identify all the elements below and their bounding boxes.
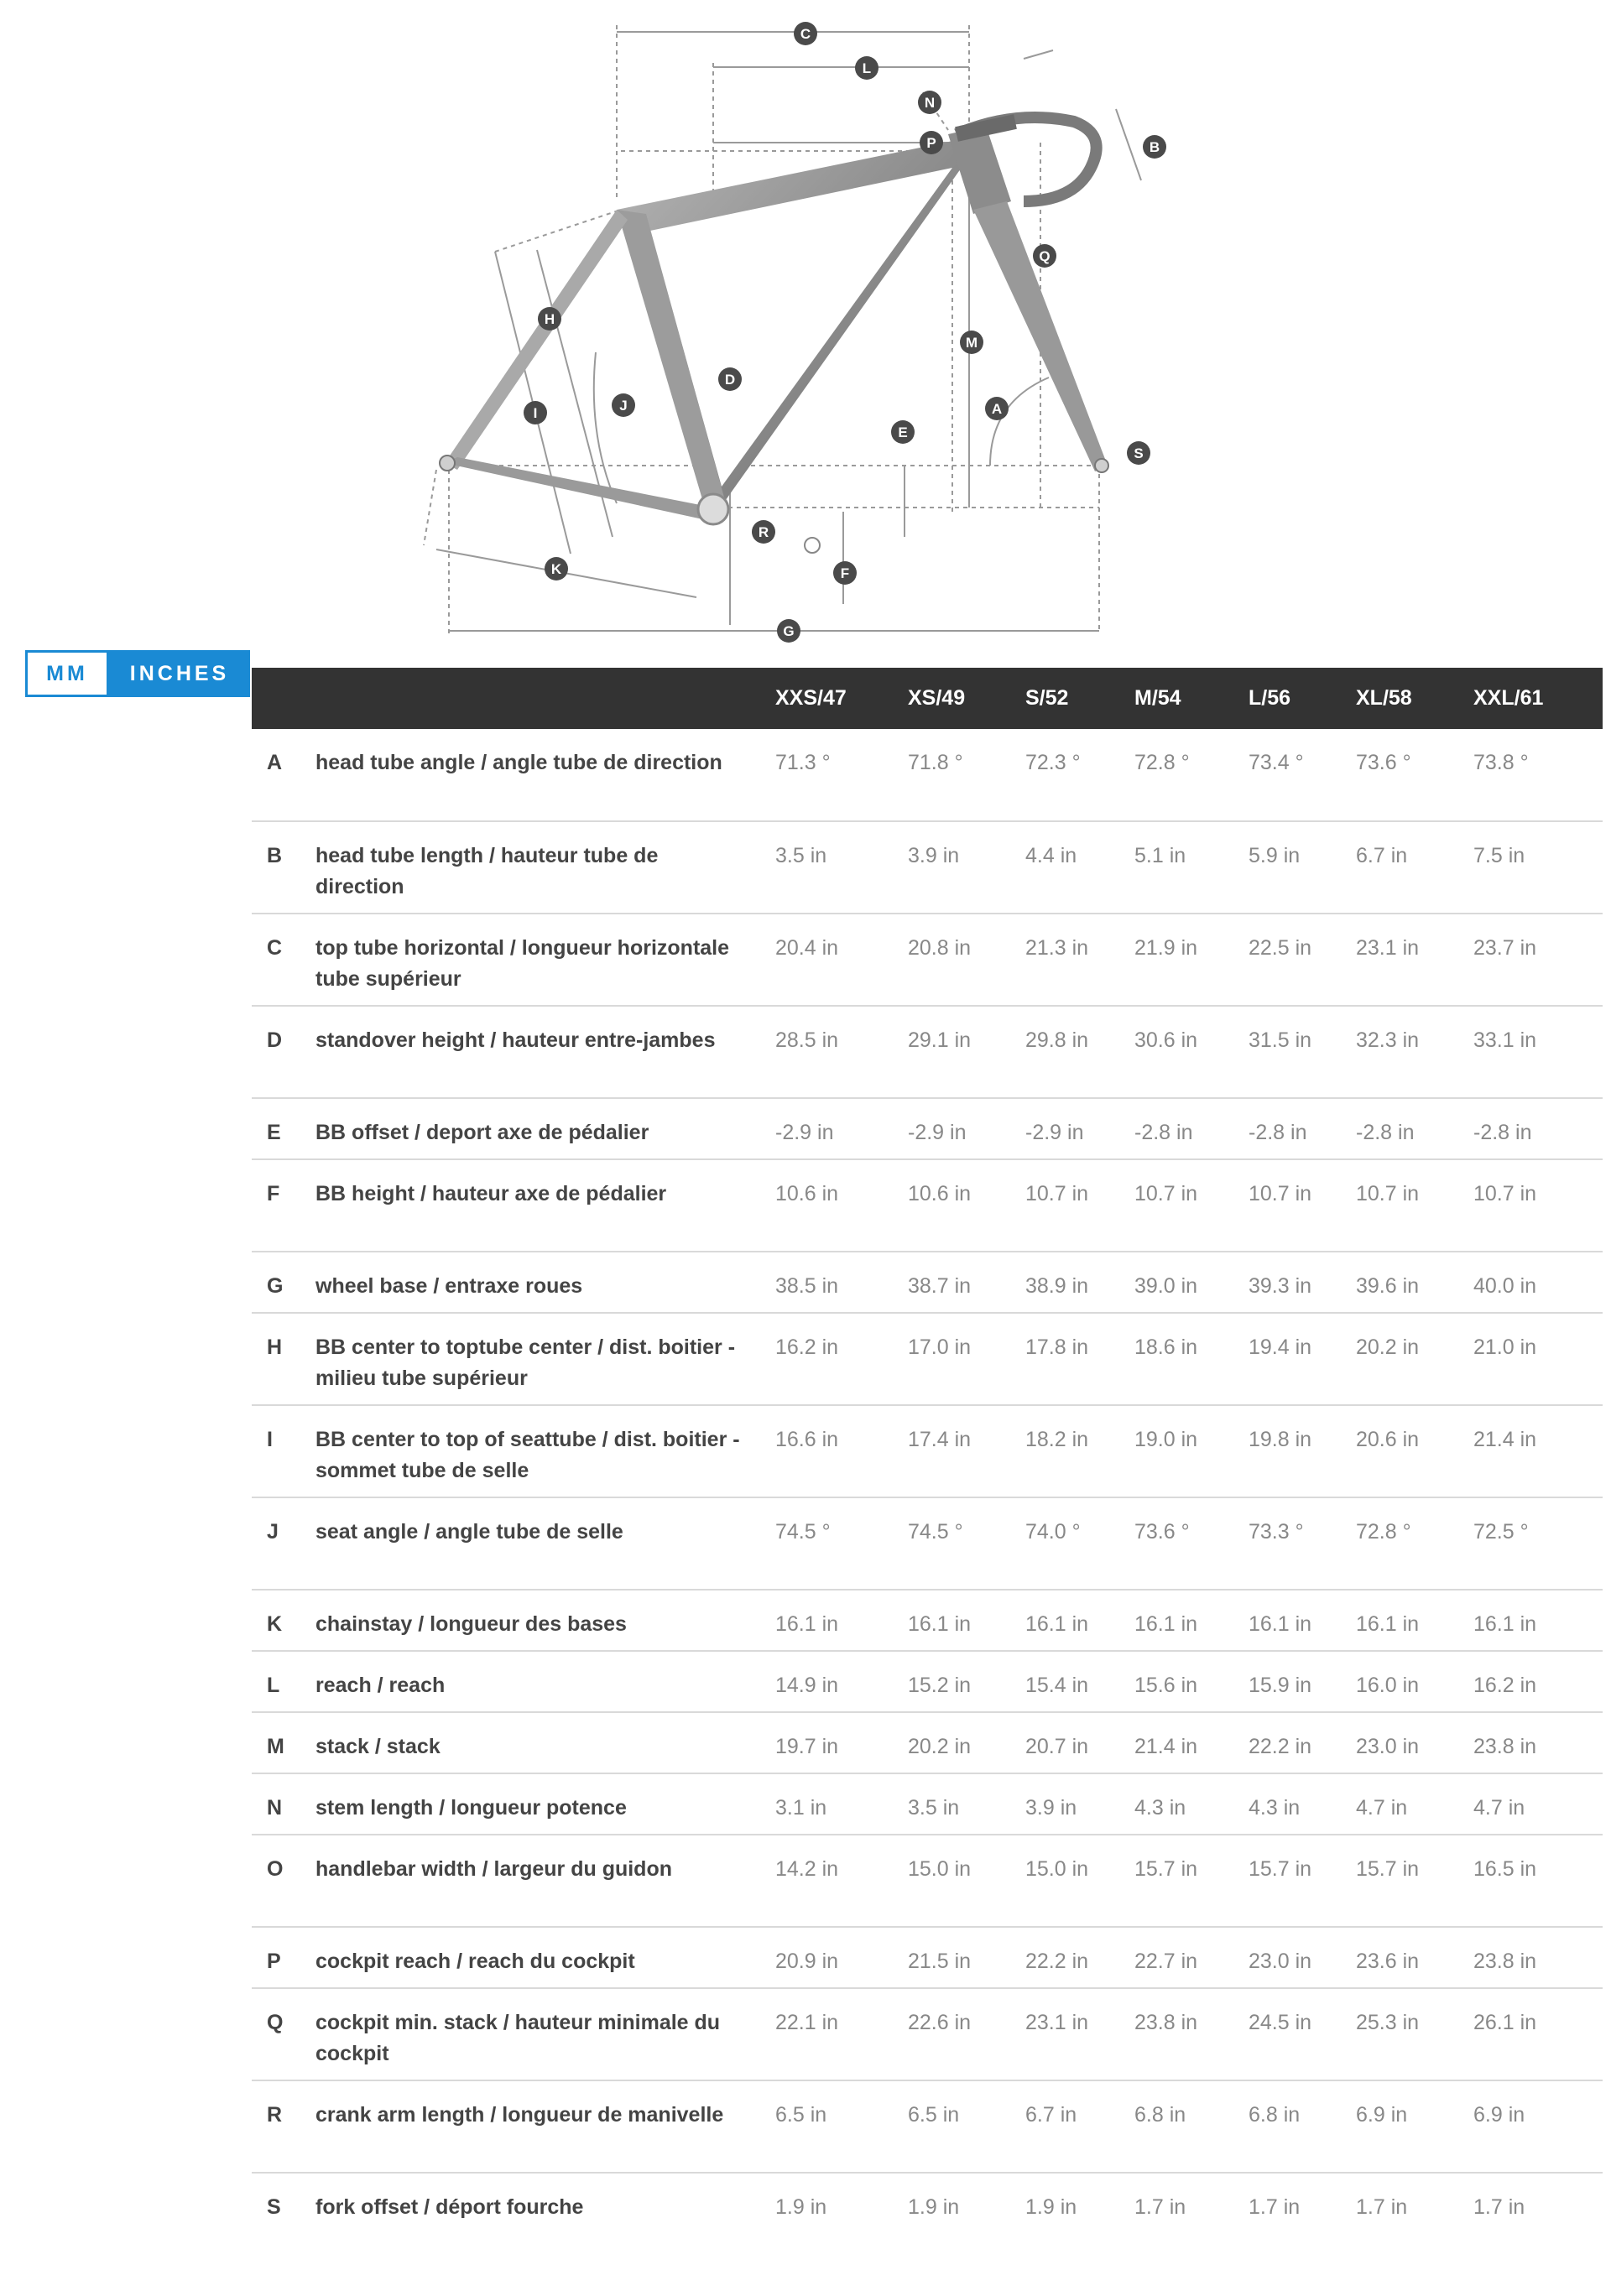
row-value: 5.9 in (1249, 844, 1301, 867)
row-value: 16.1 in (1473, 1612, 1537, 1636)
row-value: 16.1 in (1249, 1612, 1312, 1636)
row-label: cockpit reach / reach du cockpit (315, 1950, 635, 1973)
marker-label: D (724, 372, 736, 388)
row-letter: J (267, 1520, 279, 1544)
row-value: 16.1 in (1025, 1612, 1089, 1636)
row-value: 10.6 in (775, 1182, 839, 1205)
row-value: 72.5 ° (1473, 1520, 1529, 1544)
table-row (252, 1497, 1603, 1590)
row-value: 6.8 in (1134, 2103, 1186, 2127)
row-value: 40.0 in (1473, 1274, 1537, 1298)
row-letter: R (267, 2103, 283, 2127)
row-value: 3.9 in (1025, 1796, 1077, 1820)
marker-b (1143, 135, 1166, 159)
row-value: 20.2 in (1356, 1335, 1420, 1359)
row-value: 20.9 in (775, 1950, 839, 1973)
marker-label: C (800, 26, 811, 42)
row-value: 28.5 in (775, 1028, 839, 1052)
row-label: BB height / hauteur axe de pédalier (315, 1182, 667, 1205)
row-value: 18.6 in (1134, 1335, 1198, 1359)
row-value: 6.8 in (1249, 2103, 1301, 2127)
table-row (252, 821, 1603, 914)
row-value: 72.8 ° (1356, 1520, 1411, 1544)
row-value: 21.9 in (1134, 936, 1198, 960)
row-value: 38.5 in (775, 1274, 839, 1298)
row-value: 16.2 in (775, 1335, 839, 1359)
row-value: 4.4 in (1025, 844, 1077, 867)
row-value: 23.7 in (1473, 936, 1537, 960)
row-value: 15.9 in (1249, 1674, 1312, 1697)
row-label: stem length / longueur potence (315, 1796, 627, 1820)
row-value: 1.9 in (775, 2195, 827, 2219)
table-header (252, 668, 1603, 729)
row-value: 73.4 ° (1249, 751, 1304, 774)
size-header: XXL/61 (1473, 686, 1544, 710)
row-value: 72.3 ° (1025, 751, 1081, 774)
row-value: 38.7 in (908, 1274, 972, 1298)
row-value: 3.5 in (908, 1796, 960, 1820)
row-value: 3.9 in (908, 844, 960, 867)
row-value: 20.6 in (1356, 1428, 1420, 1451)
row-value: 17.8 in (1025, 1335, 1089, 1359)
unit-mm-button[interactable]: MM (25, 650, 109, 697)
row-value: 73.6 ° (1356, 751, 1411, 774)
row-value: 22.1 in (775, 2011, 839, 2034)
marker-j (612, 393, 635, 417)
table-row (252, 1405, 1603, 1497)
row-value: 1.9 in (1025, 2195, 1077, 2219)
table-row (252, 1159, 1603, 1252)
row-value: 20.7 in (1025, 1735, 1089, 1758)
row-value: -2.9 in (1025, 1121, 1084, 1144)
row-label: head tube length / hauteur tube de direction (315, 844, 659, 898)
row-value: 24.5 in (1249, 2011, 1312, 2034)
marker-n (918, 91, 941, 114)
row-label: fork offset / déport fourche (315, 2195, 584, 2219)
row-value: 23.1 in (1356, 936, 1420, 960)
marker-label: N (924, 95, 936, 111)
row-letter: K (267, 1612, 283, 1636)
row-value: 23.8 in (1473, 1950, 1537, 1973)
row-value: 23.8 in (1473, 1735, 1537, 1758)
row-label: BB center to top of seattube / dist. boitier - sommet tube de selle (315, 1428, 740, 1482)
row-value: 19.4 in (1249, 1335, 1312, 1359)
marker-label: J (619, 398, 628, 414)
row-value: 16.0 in (1356, 1674, 1420, 1697)
row-value: 21.0 in (1473, 1335, 1537, 1359)
table-row (252, 914, 1603, 1006)
size-header: XL/58 (1356, 686, 1412, 710)
row-letter: H (267, 1335, 283, 1359)
row-letter: F (267, 1182, 280, 1205)
row-value: 10.7 in (1356, 1182, 1420, 1205)
marker-i (524, 401, 547, 424)
row-letter: E (267, 1121, 281, 1144)
table-row (252, 1590, 1603, 1651)
row-label: cockpit min. stack / hauteur minimale du cockpit (315, 2011, 721, 2065)
row-label: seat angle / angle tube de selle (315, 1520, 623, 1544)
row-value: 10.6 in (908, 1182, 972, 1205)
row-value: 1.7 in (1356, 2195, 1408, 2219)
row-value: 17.4 in (908, 1428, 972, 1451)
size-header: M/54 (1134, 686, 1181, 710)
marker-label: Q (1039, 248, 1051, 264)
marker-label: M (965, 335, 978, 351)
table-row (252, 1651, 1603, 1712)
marker-d (718, 367, 742, 391)
row-value: 73.8 ° (1473, 751, 1529, 774)
row-letter: B (267, 844, 283, 867)
row-value: 26.1 in (1473, 2011, 1537, 2034)
row-value: 1.7 in (1134, 2195, 1186, 2219)
row-letter: S (267, 2195, 281, 2219)
row-value: 19.0 in (1134, 1428, 1198, 1451)
row-value: 30.6 in (1134, 1028, 1198, 1052)
row-value: 16.1 in (908, 1612, 972, 1636)
row-value: 7.5 in (1473, 844, 1525, 867)
row-value: 10.7 in (1134, 1182, 1198, 1205)
row-value: -2.8 in (1134, 1121, 1193, 1144)
row-value: 39.3 in (1249, 1274, 1312, 1298)
table-body (252, 729, 1603, 2234)
row-value: 6.9 in (1356, 2103, 1408, 2127)
row-value: 72.8 ° (1134, 751, 1190, 774)
row-label: BB center to toptube center / dist. boitier - milieu tube supérieur (315, 1335, 736, 1390)
row-value: 74.5 ° (775, 1520, 831, 1544)
marker-f (833, 561, 857, 585)
row-value: 71.3 ° (775, 751, 831, 774)
row-value: 21.5 in (908, 1950, 972, 1973)
size-header: S/52 (1025, 686, 1069, 710)
table-row (252, 1712, 1603, 1773)
row-value: 74.5 ° (908, 1520, 963, 1544)
row-letter: C (267, 936, 283, 960)
row-value: 29.8 in (1025, 1028, 1089, 1052)
row-letter: A (267, 751, 283, 774)
marker-label: L (862, 60, 872, 76)
table-row (252, 1098, 1603, 1159)
row-value: -2.9 in (775, 1121, 834, 1144)
row-value: 20.4 in (775, 936, 839, 960)
row-value: 38.9 in (1025, 1274, 1089, 1298)
row-value: 16.5 in (1473, 1857, 1537, 1881)
row-label: crank arm length / longueur de manivelle (315, 2103, 724, 2127)
table-row (252, 1773, 1603, 1835)
row-value: 23.8 in (1134, 2011, 1198, 2034)
marker-l (855, 56, 878, 80)
row-value: -2.8 in (1473, 1121, 1532, 1144)
size-header-row (252, 668, 1603, 729)
size-header: XS/49 (908, 686, 966, 710)
row-letter: Q (267, 2011, 284, 2034)
row-value: 4.3 in (1249, 1796, 1301, 1820)
marker-c (794, 22, 817, 45)
row-label: standover height / hauteur entre-jambes (315, 1028, 716, 1052)
row-value: 5.1 in (1134, 844, 1186, 867)
row-value: 22.6 in (908, 2011, 972, 2034)
row-value: 6.5 in (908, 2103, 960, 2127)
header-spacer (315, 668, 775, 729)
marker-r (752, 520, 775, 544)
row-value: 6.5 in (775, 2103, 827, 2127)
row-value: 16.2 in (1473, 1674, 1537, 1697)
row-value: 15.7 in (1249, 1857, 1312, 1881)
row-value: 39.6 in (1356, 1274, 1420, 1298)
row-value: 15.0 in (908, 1857, 972, 1881)
row-label: wheel base / entraxe roues (315, 1274, 583, 1298)
row-value: 14.2 in (775, 1857, 839, 1881)
row-value: 4.7 in (1473, 1796, 1525, 1820)
row-value: 15.7 in (1356, 1857, 1420, 1881)
row-letter: M (267, 1735, 284, 1758)
row-value: 16.1 in (775, 1612, 839, 1636)
marker-label: E (898, 424, 908, 440)
row-value: 15.4 in (1025, 1674, 1089, 1697)
marker-label: A (991, 401, 1003, 417)
row-letter: I (267, 1428, 273, 1451)
row-value: 6.7 in (1025, 2103, 1077, 2127)
row-letter: O (267, 1857, 284, 1881)
marker-p (920, 131, 943, 154)
row-label: reach / reach (315, 1674, 446, 1697)
row-value: 22.2 in (1025, 1950, 1089, 1973)
size-header: L/56 (1249, 686, 1291, 710)
header-spacer (252, 668, 315, 729)
table-row (252, 1313, 1603, 1405)
row-letter: N (267, 1796, 283, 1820)
row-value: 33.1 in (1473, 1028, 1537, 1052)
row-value: 6.7 in (1356, 844, 1408, 867)
row-value: 21.4 in (1473, 1428, 1537, 1451)
row-value: 25.3 in (1356, 2011, 1420, 2034)
table-row (252, 1006, 1603, 1098)
row-value: 4.7 in (1356, 1796, 1408, 1820)
table-row (252, 2173, 1603, 2234)
table-row (252, 1988, 1603, 2080)
row-value: -2.8 in (1249, 1121, 1307, 1144)
marker-label: K (550, 561, 562, 577)
marker-s (1127, 441, 1150, 465)
row-value: 14.9 in (775, 1674, 839, 1697)
geometry-table (252, 668, 1603, 2234)
marker-label: G (783, 623, 795, 639)
row-value: 16.1 in (1356, 1612, 1420, 1636)
frame-geometry-diagram (420, 0, 1225, 646)
marker-label: I (533, 405, 538, 421)
unit-toggle (25, 650, 250, 700)
table-row (252, 1835, 1603, 1927)
row-value: 10.7 in (1249, 1182, 1312, 1205)
row-value: 10.7 in (1025, 1182, 1089, 1205)
row-label: chainstay / longueur des bases (315, 1612, 627, 1636)
row-value: 1.9 in (908, 2195, 960, 2219)
row-label: top tube horizontal / longueur horizontale tube supérieur (315, 936, 730, 991)
marker-label: B (1149, 139, 1160, 155)
marker-g (777, 619, 800, 643)
row-value: 15.0 in (1025, 1857, 1089, 1881)
row-value: 20.2 in (908, 1735, 972, 1758)
row-value: 16.1 in (1134, 1612, 1198, 1636)
row-value: 22.5 in (1249, 936, 1312, 960)
row-value: 23.1 in (1025, 2011, 1089, 2034)
marker-label: H (544, 311, 555, 327)
bike-frame (440, 117, 1108, 553)
row-value: 20.8 in (908, 936, 972, 960)
row-value: 39.0 in (1134, 1274, 1198, 1298)
row-value: 31.5 in (1249, 1028, 1312, 1052)
marker-label: F (840, 565, 850, 581)
row-letter: D (267, 1028, 283, 1052)
table-row (252, 1927, 1603, 1988)
row-value: 73.3 ° (1249, 1520, 1304, 1544)
row-value: 74.0 ° (1025, 1520, 1081, 1544)
row-value: 21.3 in (1025, 936, 1089, 960)
row-letter: P (267, 1950, 281, 1973)
unit-inches-button[interactable]: INCHES (109, 650, 250, 697)
row-value: 3.5 in (775, 844, 827, 867)
row-label: head tube angle / angle tube de direction (315, 751, 722, 774)
row-value: 6.9 in (1473, 2103, 1525, 2127)
row-label: handlebar width / largeur du guidon (315, 1857, 672, 1881)
row-value: 22.2 in (1249, 1735, 1312, 1758)
row-value: 23.6 in (1356, 1950, 1420, 1973)
row-value: 21.4 in (1134, 1735, 1198, 1758)
row-letter: L (267, 1674, 280, 1697)
marker-q (1033, 244, 1056, 268)
marker-h (538, 307, 561, 331)
row-value: 16.6 in (775, 1428, 839, 1451)
marker-label: S (1134, 445, 1144, 461)
row-value: 3.1 in (775, 1796, 827, 1820)
row-value: -2.9 in (908, 1121, 967, 1144)
row-value: 23.0 in (1356, 1735, 1420, 1758)
row-value: -2.8 in (1356, 1121, 1415, 1144)
size-header: XXS/47 (775, 686, 847, 710)
row-value: 32.3 in (1356, 1028, 1420, 1052)
row-value: 1.7 in (1473, 2195, 1525, 2219)
row-value: 73.6 ° (1134, 1520, 1190, 1544)
marker-e (891, 420, 915, 444)
row-value: 4.3 in (1134, 1796, 1186, 1820)
row-value: 10.7 in (1473, 1182, 1537, 1205)
row-label: stack / stack (315, 1735, 441, 1758)
marker-m (960, 331, 983, 354)
row-value: 1.7 in (1249, 2195, 1301, 2219)
marker-a (985, 397, 1009, 420)
row-letter: G (267, 1274, 284, 1298)
table-row (252, 729, 1603, 821)
table-row (252, 1252, 1603, 1313)
row-value: 17.0 in (908, 1335, 972, 1359)
marker-label: P (926, 135, 936, 151)
table-row (252, 2080, 1603, 2173)
row-value: 23.0 in (1249, 1950, 1312, 1973)
row-value: 18.2 in (1025, 1428, 1089, 1451)
row-value: 15.2 in (908, 1674, 972, 1697)
row-value: 19.8 in (1249, 1428, 1312, 1451)
row-label: BB offset / deport axe de pédalier (315, 1121, 649, 1144)
row-value: 15.7 in (1134, 1857, 1198, 1881)
row-value: 22.7 in (1134, 1950, 1198, 1973)
row-value: 19.7 in (775, 1735, 839, 1758)
row-value: 71.8 ° (908, 751, 963, 774)
row-value: 29.1 in (908, 1028, 972, 1052)
marker-label: R (758, 524, 769, 540)
row-value: 15.6 in (1134, 1674, 1198, 1697)
marker-k (545, 557, 568, 581)
